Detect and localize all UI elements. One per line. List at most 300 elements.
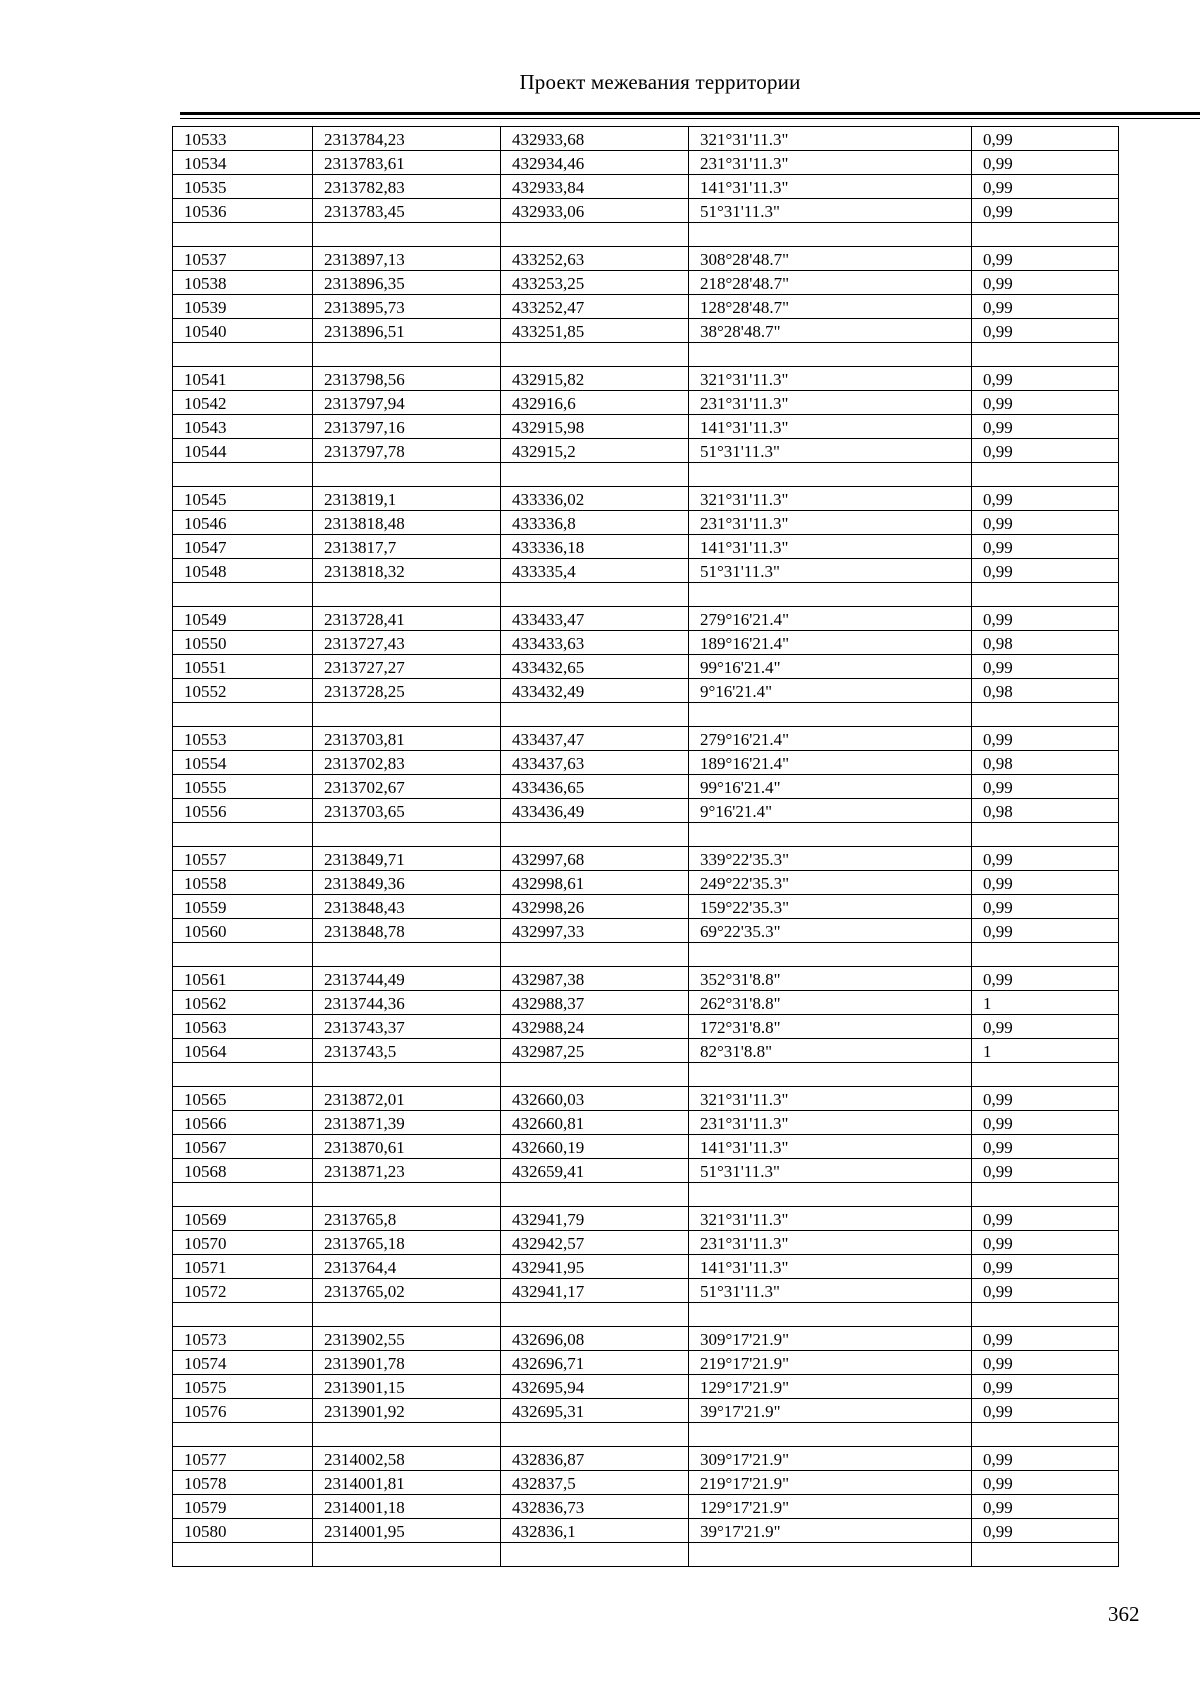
point-number-cell: 10559 (173, 895, 313, 919)
y-coordinate-cell: 432933,06 (501, 199, 689, 223)
length-cell: 0,99 (972, 199, 1119, 223)
table-row (173, 847, 1119, 871)
direction-angle-cell (689, 583, 972, 607)
length-cell: 0,99 (972, 919, 1119, 943)
y-coordinate-cell: 432997,33 (501, 919, 689, 943)
x-coordinate-cell: 2313782,83 (313, 175, 501, 199)
point-number-cell: 10562 (173, 991, 313, 1015)
length-cell: 0,99 (972, 1111, 1119, 1135)
x-coordinate-cell (313, 583, 501, 607)
x-coordinate-cell: 2313727,27 (313, 655, 501, 679)
x-coordinate-cell (313, 943, 501, 967)
point-number-cell (173, 223, 313, 247)
length-cell (972, 1183, 1119, 1207)
x-coordinate-cell: 2313728,41 (313, 607, 501, 631)
length-cell: 0,99 (972, 607, 1119, 631)
x-coordinate-cell: 2313896,35 (313, 271, 501, 295)
table-row (173, 415, 1119, 439)
direction-angle-cell: 129°17'21.9" (689, 1375, 972, 1399)
table-row (173, 1207, 1119, 1231)
y-coordinate-cell (501, 1183, 689, 1207)
length-cell (972, 1303, 1119, 1327)
y-coordinate-cell: 432988,37 (501, 991, 689, 1015)
point-number-cell: 10548 (173, 559, 313, 583)
y-coordinate-cell (501, 223, 689, 247)
direction-angle-cell: 321°31'11.3" (689, 367, 972, 391)
length-cell: 0,99 (972, 1447, 1119, 1471)
length-cell (972, 1423, 1119, 1447)
length-cell: 0,99 (972, 511, 1119, 535)
table-separator-row (173, 223, 1119, 247)
point-number-cell: 10568 (173, 1159, 313, 1183)
table-row (173, 247, 1119, 271)
table-row (173, 319, 1119, 343)
direction-angle-cell: 9°16'21.4" (689, 679, 972, 703)
x-coordinate-cell: 2313849,71 (313, 847, 501, 871)
direction-angle-cell: 51°31'11.3" (689, 439, 972, 463)
direction-angle-cell: 51°31'11.3" (689, 199, 972, 223)
y-coordinate-cell: 432915,82 (501, 367, 689, 391)
x-coordinate-cell: 2313797,16 (313, 415, 501, 439)
table-row (173, 175, 1119, 199)
direction-angle-cell: 141°31'11.3" (689, 535, 972, 559)
direction-angle-cell: 321°31'11.3" (689, 1087, 972, 1111)
y-coordinate-cell: 432916,6 (501, 391, 689, 415)
direction-angle-cell (689, 1063, 972, 1087)
y-coordinate-cell: 432942,57 (501, 1231, 689, 1255)
direction-angle-cell: 39°17'21.9" (689, 1399, 972, 1423)
y-coordinate-cell: 432987,38 (501, 967, 689, 991)
table-separator-row (173, 1423, 1119, 1447)
direction-angle-cell: 141°31'11.3" (689, 175, 972, 199)
y-coordinate-cell: 433335,4 (501, 559, 689, 583)
direction-angle-cell: 231°31'11.3" (689, 1111, 972, 1135)
direction-angle-cell: 39°17'21.9" (689, 1519, 972, 1543)
table-row (173, 967, 1119, 991)
point-number-cell: 10570 (173, 1231, 313, 1255)
x-coordinate-cell: 2313783,61 (313, 151, 501, 175)
y-coordinate-cell: 432934,46 (501, 151, 689, 175)
length-cell: 0,99 (972, 367, 1119, 391)
point-number-cell: 10575 (173, 1375, 313, 1399)
point-number-cell: 10556 (173, 799, 313, 823)
point-number-cell (173, 943, 313, 967)
length-cell (972, 943, 1119, 967)
point-number-cell: 10553 (173, 727, 313, 751)
point-number-cell (173, 1303, 313, 1327)
y-coordinate-cell: 432836,73 (501, 1495, 689, 1519)
table-row (173, 487, 1119, 511)
x-coordinate-cell: 2313901,92 (313, 1399, 501, 1423)
x-coordinate-cell: 2313744,49 (313, 967, 501, 991)
y-coordinate-cell: 432695,94 (501, 1375, 689, 1399)
x-coordinate-cell: 2313849,36 (313, 871, 501, 895)
table-row (173, 559, 1119, 583)
x-coordinate-cell: 2313703,81 (313, 727, 501, 751)
x-coordinate-cell: 2313818,48 (313, 511, 501, 535)
y-coordinate-cell: 432695,31 (501, 1399, 689, 1423)
point-number-cell (173, 463, 313, 487)
table-row (173, 439, 1119, 463)
y-coordinate-cell: 433437,63 (501, 751, 689, 775)
y-coordinate-cell: 433336,18 (501, 535, 689, 559)
coordinates-table (172, 126, 1119, 1567)
table-row (173, 1399, 1119, 1423)
y-coordinate-cell: 432915,98 (501, 415, 689, 439)
direction-angle-cell: 262°31'8.8" (689, 991, 972, 1015)
direction-angle-cell (689, 943, 972, 967)
direction-angle-cell (689, 1183, 972, 1207)
y-coordinate-cell: 432660,03 (501, 1087, 689, 1111)
y-coordinate-cell: 433336,02 (501, 487, 689, 511)
point-number-cell: 10552 (173, 679, 313, 703)
length-cell: 0,99 (972, 1135, 1119, 1159)
table-row (173, 367, 1119, 391)
y-coordinate-cell: 432660,19 (501, 1135, 689, 1159)
y-coordinate-cell (501, 583, 689, 607)
direction-angle-cell: 279°16'21.4" (689, 607, 972, 631)
direction-angle-cell: 309°17'21.9" (689, 1447, 972, 1471)
length-cell: 0,98 (972, 679, 1119, 703)
page-number: 362 (1108, 1602, 1140, 1626)
y-coordinate-cell: 433432,49 (501, 679, 689, 703)
direction-angle-cell: 219°17'21.9" (689, 1471, 972, 1495)
direction-angle-cell: 129°17'21.9" (689, 1495, 972, 1519)
table-row (173, 799, 1119, 823)
y-coordinate-cell: 432836,87 (501, 1447, 689, 1471)
point-number-cell: 10560 (173, 919, 313, 943)
table-row (173, 391, 1119, 415)
direction-angle-cell: 99°16'21.4" (689, 655, 972, 679)
x-coordinate-cell: 2313896,51 (313, 319, 501, 343)
point-number-cell: 10564 (173, 1039, 313, 1063)
x-coordinate-cell (313, 463, 501, 487)
y-coordinate-cell: 432987,25 (501, 1039, 689, 1063)
point-number-cell (173, 1063, 313, 1087)
y-coordinate-cell: 432836,1 (501, 1519, 689, 1543)
direction-angle-cell: 51°31'11.3" (689, 1279, 972, 1303)
table-row (173, 199, 1119, 223)
direction-angle-cell: 38°28'48.7" (689, 319, 972, 343)
point-number-cell: 10572 (173, 1279, 313, 1303)
table-row (173, 655, 1119, 679)
table-row (173, 1375, 1119, 1399)
direction-angle-cell: 249°22'35.3" (689, 871, 972, 895)
direction-angle-cell (689, 1423, 972, 1447)
direction-angle-cell: 231°31'11.3" (689, 151, 972, 175)
direction-angle-cell: 219°17'21.9" (689, 1351, 972, 1375)
point-number-cell: 10547 (173, 535, 313, 559)
table-row (173, 271, 1119, 295)
table-row (173, 535, 1119, 559)
y-coordinate-cell: 432933,84 (501, 175, 689, 199)
direction-angle-cell: 9°16'21.4" (689, 799, 972, 823)
x-coordinate-cell (313, 343, 501, 367)
length-cell (972, 343, 1119, 367)
table-row (173, 1471, 1119, 1495)
direction-angle-cell: 189°16'21.4" (689, 751, 972, 775)
direction-angle-cell (689, 343, 972, 367)
table-row (173, 919, 1119, 943)
x-coordinate-cell: 2313871,23 (313, 1159, 501, 1183)
direction-angle-cell: 352°31'8.8" (689, 967, 972, 991)
direction-angle-cell: 172°31'8.8" (689, 1015, 972, 1039)
x-coordinate-cell: 2314001,18 (313, 1495, 501, 1519)
x-coordinate-cell: 2313764,4 (313, 1255, 501, 1279)
x-coordinate-cell: 2313765,02 (313, 1279, 501, 1303)
x-coordinate-cell: 2313765,18 (313, 1231, 501, 1255)
point-number-cell: 10576 (173, 1399, 313, 1423)
point-number-cell: 10536 (173, 199, 313, 223)
point-number-cell: 10539 (173, 295, 313, 319)
direction-angle-cell: 141°31'11.3" (689, 1255, 972, 1279)
direction-angle-cell: 141°31'11.3" (689, 415, 972, 439)
x-coordinate-cell (313, 823, 501, 847)
table-row (173, 1327, 1119, 1351)
table-row (173, 511, 1119, 535)
direction-angle-cell: 231°31'11.3" (689, 391, 972, 415)
length-cell: 0,99 (972, 1015, 1119, 1039)
point-number-cell (173, 1183, 313, 1207)
length-cell: 0,99 (972, 1327, 1119, 1351)
y-coordinate-cell: 432696,08 (501, 1327, 689, 1351)
length-cell: 1 (972, 1039, 1119, 1063)
point-number-cell (173, 703, 313, 727)
point-number-cell: 10558 (173, 871, 313, 895)
point-number-cell: 10565 (173, 1087, 313, 1111)
y-coordinate-cell (501, 1423, 689, 1447)
length-cell: 0,98 (972, 799, 1119, 823)
x-coordinate-cell: 2314002,58 (313, 1447, 501, 1471)
table-row (173, 871, 1119, 895)
length-cell: 0,99 (972, 727, 1119, 751)
y-coordinate-cell (501, 343, 689, 367)
table-row (173, 127, 1119, 151)
x-coordinate-cell: 2314001,95 (313, 1519, 501, 1543)
length-cell: 0,99 (972, 415, 1119, 439)
table-row (173, 1351, 1119, 1375)
direction-angle-cell: 218°28'48.7" (689, 271, 972, 295)
y-coordinate-cell: 433252,63 (501, 247, 689, 271)
length-cell: 0,99 (972, 391, 1119, 415)
direction-angle-cell (689, 823, 972, 847)
x-coordinate-cell: 2313702,83 (313, 751, 501, 775)
length-cell: 0,99 (972, 895, 1119, 919)
point-number-cell (173, 583, 313, 607)
x-coordinate-cell: 2313902,55 (313, 1327, 501, 1351)
length-cell: 0,99 (972, 535, 1119, 559)
table-row (173, 1447, 1119, 1471)
direction-angle-cell: 189°16'21.4" (689, 631, 972, 655)
x-coordinate-cell: 2313818,32 (313, 559, 501, 583)
length-cell: 0,99 (972, 127, 1119, 151)
x-coordinate-cell: 2313744,36 (313, 991, 501, 1015)
length-cell: 0,99 (972, 151, 1119, 175)
length-cell: 0,99 (972, 247, 1119, 271)
length-cell: 0,99 (972, 1231, 1119, 1255)
direction-angle-cell: 279°16'21.4" (689, 727, 972, 751)
point-number-cell: 10535 (173, 175, 313, 199)
point-number-cell: 10555 (173, 775, 313, 799)
x-coordinate-cell: 2313784,23 (313, 127, 501, 151)
x-coordinate-cell: 2313743,5 (313, 1039, 501, 1063)
direction-angle-cell: 231°31'11.3" (689, 511, 972, 535)
page-title: Проект межевания территории (519, 70, 801, 94)
direction-angle-cell: 339°22'35.3" (689, 847, 972, 871)
direction-angle-cell (689, 223, 972, 247)
x-coordinate-cell: 2313870,61 (313, 1135, 501, 1159)
direction-angle-cell (689, 463, 972, 487)
y-coordinate-cell: 432659,41 (501, 1159, 689, 1183)
y-coordinate-cell: 432660,81 (501, 1111, 689, 1135)
y-coordinate-cell (501, 1303, 689, 1327)
y-coordinate-cell: 433436,49 (501, 799, 689, 823)
table-separator-row (173, 343, 1119, 367)
y-coordinate-cell: 432941,17 (501, 1279, 689, 1303)
y-coordinate-cell: 432696,71 (501, 1351, 689, 1375)
table-row (173, 1495, 1119, 1519)
x-coordinate-cell: 2313743,37 (313, 1015, 501, 1039)
direction-angle-cell: 308°28'48.7" (689, 247, 972, 271)
table-row (173, 295, 1119, 319)
table-row (173, 1231, 1119, 1255)
length-cell (972, 823, 1119, 847)
x-coordinate-cell (313, 1423, 501, 1447)
point-number-cell: 10563 (173, 1015, 313, 1039)
length-cell: 0,99 (972, 847, 1119, 871)
length-cell: 0,99 (972, 1495, 1119, 1519)
length-cell: 1 (972, 991, 1119, 1015)
x-coordinate-cell (313, 1063, 501, 1087)
y-coordinate-cell: 433336,8 (501, 511, 689, 535)
direction-angle-cell: 128°28'48.7" (689, 295, 972, 319)
length-cell: 0,99 (972, 655, 1119, 679)
x-coordinate-cell: 2314001,81 (313, 1471, 501, 1495)
point-number-cell: 10533 (173, 127, 313, 151)
y-coordinate-cell (501, 823, 689, 847)
direction-angle-cell: 231°31'11.3" (689, 1231, 972, 1255)
point-number-cell: 10567 (173, 1135, 313, 1159)
length-cell: 0,99 (972, 319, 1119, 343)
table-row (173, 151, 1119, 175)
length-cell: 0,99 (972, 1207, 1119, 1231)
length-cell: 0,99 (972, 271, 1119, 295)
header-rule-thin (180, 118, 1200, 119)
direction-angle-cell: 99°16'21.4" (689, 775, 972, 799)
length-cell: 0,99 (972, 1375, 1119, 1399)
x-coordinate-cell (313, 1303, 501, 1327)
table-separator-row (173, 1183, 1119, 1207)
table-separator-row (173, 1303, 1119, 1327)
table-separator-row (173, 1543, 1119, 1567)
direction-angle-cell: 321°31'11.3" (689, 487, 972, 511)
y-coordinate-cell: 432941,79 (501, 1207, 689, 1231)
point-number-cell: 10574 (173, 1351, 313, 1375)
length-cell (972, 223, 1119, 247)
y-coordinate-cell: 433437,47 (501, 727, 689, 751)
coordinates-table-body (173, 127, 1119, 1567)
y-coordinate-cell (501, 943, 689, 967)
length-cell: 0,99 (972, 559, 1119, 583)
x-coordinate-cell: 2313901,78 (313, 1351, 501, 1375)
point-number-cell: 10546 (173, 511, 313, 535)
table-row (173, 895, 1119, 919)
x-coordinate-cell: 2313797,94 (313, 391, 501, 415)
y-coordinate-cell: 433253,25 (501, 271, 689, 295)
point-number-cell: 10544 (173, 439, 313, 463)
point-number-cell: 10541 (173, 367, 313, 391)
point-number-cell: 10543 (173, 415, 313, 439)
point-number-cell: 10573 (173, 1327, 313, 1351)
direction-angle-cell (689, 1303, 972, 1327)
point-number-cell (173, 1543, 313, 1567)
y-coordinate-cell (501, 463, 689, 487)
length-cell: 0,99 (972, 1471, 1119, 1495)
y-coordinate-cell: 433433,63 (501, 631, 689, 655)
table-row (173, 1015, 1119, 1039)
table-row (173, 1039, 1119, 1063)
table-separator-row (173, 1063, 1119, 1087)
x-coordinate-cell: 2313901,15 (313, 1375, 501, 1399)
table-row (173, 1255, 1119, 1279)
y-coordinate-cell: 433432,65 (501, 655, 689, 679)
direction-angle-cell: 309°17'21.9" (689, 1327, 972, 1351)
x-coordinate-cell: 2313728,25 (313, 679, 501, 703)
point-number-cell (173, 823, 313, 847)
point-number-cell: 10545 (173, 487, 313, 511)
y-coordinate-cell: 432998,26 (501, 895, 689, 919)
y-coordinate-cell: 432933,68 (501, 127, 689, 151)
length-cell: 0,99 (972, 175, 1119, 199)
length-cell: 0,99 (972, 1279, 1119, 1303)
point-number-cell: 10550 (173, 631, 313, 655)
length-cell: 0,99 (972, 871, 1119, 895)
length-cell: 0,99 (972, 487, 1119, 511)
point-number-cell: 10561 (173, 967, 313, 991)
table-row (173, 679, 1119, 703)
length-cell (972, 463, 1119, 487)
direction-angle-cell: 159°22'35.3" (689, 895, 972, 919)
x-coordinate-cell: 2313817,7 (313, 535, 501, 559)
y-coordinate-cell: 432988,24 (501, 1015, 689, 1039)
point-number-cell: 10569 (173, 1207, 313, 1231)
y-coordinate-cell (501, 703, 689, 727)
length-cell: 0,99 (972, 295, 1119, 319)
x-coordinate-cell: 2313798,56 (313, 367, 501, 391)
x-coordinate-cell: 2313848,78 (313, 919, 501, 943)
x-coordinate-cell: 2313797,78 (313, 439, 501, 463)
direction-angle-cell (689, 703, 972, 727)
length-cell: 0,99 (972, 967, 1119, 991)
point-number-cell: 10534 (173, 151, 313, 175)
length-cell: 0,99 (972, 1255, 1119, 1279)
x-coordinate-cell: 2313871,39 (313, 1111, 501, 1135)
table-row (173, 1111, 1119, 1135)
y-coordinate-cell: 433433,47 (501, 607, 689, 631)
table-row (173, 1519, 1119, 1543)
y-coordinate-cell: 433252,47 (501, 295, 689, 319)
direction-angle-cell: 51°31'11.3" (689, 1159, 972, 1183)
length-cell: 0,99 (972, 1351, 1119, 1375)
table-row (173, 1279, 1119, 1303)
table-separator-row (173, 823, 1119, 847)
header-rule-thick (180, 112, 1200, 115)
length-cell: 0,99 (972, 1399, 1119, 1423)
table-row (173, 1135, 1119, 1159)
y-coordinate-cell (501, 1063, 689, 1087)
length-cell (972, 1543, 1119, 1567)
length-cell (972, 583, 1119, 607)
